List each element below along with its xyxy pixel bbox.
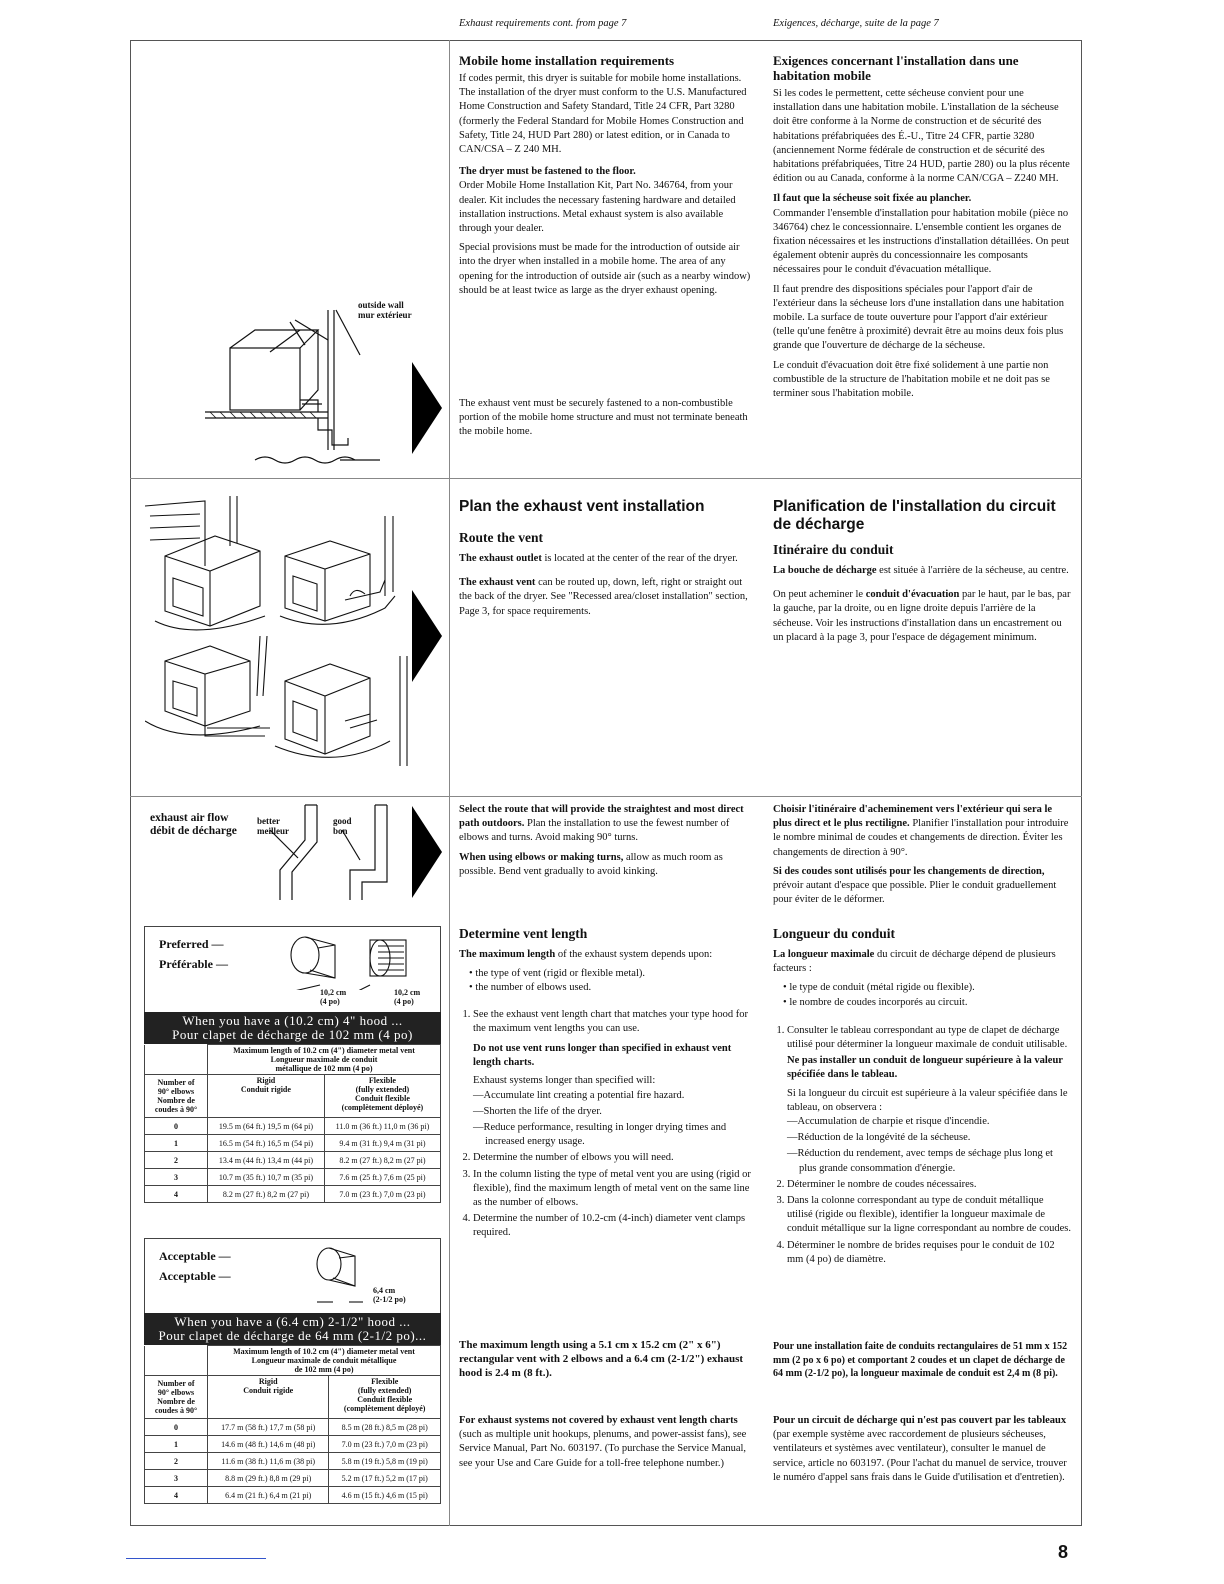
longer-intro: Exhaust systems longer than specified will: xyxy=(473,1075,656,1087)
route-select-fr xyxy=(773,803,1071,912)
rect-vent-fr-text: Pour une installation faite de conduits rectangulaires de 51 mm x 152 mm (2 po x 6 po) et comportant 2 coudes et un clapet de décharge de 64 mm (2-1/2 po), la longueur maximale de conduit est 2,4 m (8 pi). xyxy=(773,1341,1068,1379)
table2-col-elbows: Number of 90° elbows Nombre de coudes à 90° xyxy=(145,1376,208,1419)
table1-r0-n: 0 xyxy=(145,1118,208,1135)
table-row xyxy=(145,1470,441,1487)
mobile-en-p2: Order Mobile Home Installation Kit, Part No. 346764, from your dealer. Kit includes the necessary fastening hardware and detailed installation instructions. Metal exhaust system is also available through your dealer. xyxy=(459,180,736,235)
table-row xyxy=(145,1186,441,1203)
nombre-coudes-bullet: • le nombre de coudes incorporés au circuit. xyxy=(783,996,1071,1010)
table1-r1-rigid: 16.5 m (54 ft.) 16,5 m (54 pi) xyxy=(208,1135,325,1152)
exhaust-vent-text: can be routed up, down, left, right or straight out the back of the dryer. See "Recessed area/closet installation" section, Page 3, for space requirements. xyxy=(459,577,748,617)
other-systems-term: For exhaust systems not covered by exhaust vent length charts xyxy=(459,1415,738,1426)
mobile-en-title: Mobile home installation requirements xyxy=(459,53,675,68)
other-systems-text: (such as multiple unit hookups, plenums, and power-assist fans), see Service Manual, Part No. 603197. (To purchase the Service Manual, see your Use and Care Guide for a toll-free telephone number.) xyxy=(459,1429,747,1469)
table-row xyxy=(145,1152,441,1169)
header-right: Exigences, décharge, suite de la page 7 xyxy=(773,18,939,29)
table2-r4-n: 4 xyxy=(145,1487,208,1504)
mobile-en-p1: If codes permit, this dryer is suitable for mobile home installations. The installation of the dryer must conform to the U.S. Manufactured Home Construction and Safety Standard, Title 24 CFR, Part 3280 (formerly the Federal Standard for Mobile Homes Construction and Safety, Title 24, HUD Part 280) or latest edition, or in Canada to CAN/CSA – Z 240 MH. xyxy=(459,73,747,156)
straight-path-text: Plan the installation to use the fewest number of elbows and turns. Avoid making 90° turns. xyxy=(459,818,730,844)
etape-2: 2. Déterminer le nombre de coudes nécessaires. xyxy=(787,1178,1071,1192)
rect-vent-en-text: The maximum length using a 5.1 cm x 15.2 cm (2" x 6") rectangular vent with 2 elbows and a 6.4 cm (2-1/2") exhaust hood is 2.4 m (8 ft.). xyxy=(459,1339,744,1380)
coudes-text: prévoir autant d'espace que possible. Plier le conduit graduellement pour éviter de le déformer. xyxy=(773,880,1057,906)
table2-r0-flex: 8.5 m (28 ft.) 8,5 m (28 pi) xyxy=(329,1419,441,1436)
step-3: 3. In the column listing the type of metal vent you are using (rigid or flexible), find the maximum length of metal vent on the same line as the number of elbows. xyxy=(473,1168,757,1211)
exhaust-outlet-text: is located at the center of the rear of the dryer. xyxy=(541,553,738,564)
table1-r1-flex: 9.4 m (31 ft.) 9,4 m (31 pi) xyxy=(324,1135,440,1152)
table1-corner xyxy=(145,1045,208,1075)
longueur-text: du circuit de décharge dépend de plusieurs facteurs : xyxy=(773,949,1056,975)
etape-3: 3. Dans la colonne correspondant au type de conduit métallique utilisé (rigide ou flexible), identifier la longueur maximale de conduit métallique sur la ligne correspondant au nombre de coudes. xyxy=(787,1194,1071,1237)
type-conduit-bullet: • le type de conduit (métal rigide ou flexible). xyxy=(783,981,1071,995)
table2-r0-n: 0 xyxy=(145,1419,208,1436)
table1-col-rigid: Rigid Conduit rigide xyxy=(208,1075,325,1118)
elbow-count-bullet: • the number of elbows used. xyxy=(469,981,757,995)
plan-en-title: Plan the exhaust vent installation xyxy=(459,498,705,515)
straight-path-term: Select the route that will provide the straightest and most direct path outdoors. xyxy=(459,804,744,830)
conduit-text-a: On peut acheminer le xyxy=(773,589,866,601)
column-divider xyxy=(449,40,450,1526)
table1-col-elbows: Number of 90° elbows Nombre de coudes à 90° xyxy=(145,1075,208,1118)
table2-corner xyxy=(145,1346,208,1376)
page-number: 8 xyxy=(1058,1542,1069,1562)
table1-r4-rigid: 8.2 m (27 ft.) 8,2 m (27 pi) xyxy=(208,1186,325,1203)
mobile-fr-p1: Si les codes le permettent, cette sécheuse convient pour une installation dans une habitation mobile. L'installation de la sécheuse doit être conforme à la Norme de construction et de sécurité des habitations préfabriquées des É.-U., Titre 24 CFR, partie 3280 (anciennement Norme fédérale de construction et de sécurité des habitations préfabriquées, Titre 24 HUD, partie 280) ou la plus récente édition ou au Canada, conforme à la norme CAN/CGA – Z240 MH. xyxy=(773,88,1070,185)
vent-type-bullet: • the type of vent (rigid or flexible metal). xyxy=(469,967,757,981)
table1-r2-flex: 8.2 m (27 ft.) 8,2 m (27 pi) xyxy=(324,1152,440,1169)
length-en xyxy=(459,926,757,1245)
plan-fr-title: Planification de l'installation du circuit de décharge xyxy=(773,498,1056,533)
table1-r0-rigid: 19.5 m (64 ft.) 19,5 m (64 pi) xyxy=(208,1118,325,1135)
mobile-en-p4: The exhaust vent must be securely fastened to a non-combustible portion of the mobile home structure and must not terminate beneath the mobile home. xyxy=(459,398,748,438)
etape-1: Consulter le tableau correspondant au type de clapet de décharge utilisé pour déterminer la longueur maximale de conduit utilisable. xyxy=(787,1024,1068,1051)
bouche-text: est située à l'arrière de la sécheuse, au centre. xyxy=(876,565,1069,576)
step-1: See the exhaust vent length chart that matches your type hood for the maximum vent lengths you can use. xyxy=(473,1008,748,1034)
longueur-term: La longueur maximale xyxy=(773,949,875,960)
exhaust-vent-term: The exhaust vent xyxy=(459,577,536,589)
mobile-en-p3: Special provisions must be made for the introduction of outside air into the dryer when installed in a mobile home. The area of any opening for the introduction of outside air (such as a nearby window) should be at least twice as large as the dryer exhaust opening. xyxy=(459,242,751,296)
table1-r0-flex: 11.0 m (36 ft.) 11,0 m (36 pi) xyxy=(324,1118,440,1135)
table1-r1-n: 1 xyxy=(145,1135,208,1152)
air-flow-label: exhaust air flow débit de décharge xyxy=(150,812,237,837)
other-systems-en xyxy=(459,1414,757,1476)
table2-grid xyxy=(144,1345,441,1504)
table1-r4-flex: 7.0 m (23 ft.) 7,0 m (23 pi) xyxy=(324,1186,440,1203)
avertissement-text: Ne pas installer un conduit de longueur supérieure à la valeur spécifiée dans le tableau. xyxy=(787,1055,1063,1081)
table1-r3-flex: 7.6 m (25 ft.) 7,6 m (25 pi) xyxy=(324,1169,440,1186)
mobile-en xyxy=(459,53,757,303)
table1-col-flexible: Flexible (fully extended) Conduit flexible (complètement déployé) xyxy=(324,1075,440,1118)
table1-r3-n: 3 xyxy=(145,1169,208,1186)
table2-r1-flex: 7.0 m (23 ft.) 7,0 m (23 pi) xyxy=(329,1436,441,1453)
length-fr-title: Longueur du conduit xyxy=(773,926,896,941)
header-left: Exhaust requirements cont. from page 7 xyxy=(459,18,627,29)
table2-r1-rigid: 14.6 m (48 ft.) 14,6 m (48 pi) xyxy=(208,1436,329,1453)
mobile-fr xyxy=(773,53,1071,406)
autres-circuits-term: Pour un circuit de décharge qui n'est pas couvert par les tableaux xyxy=(773,1415,1067,1426)
hood-icons-4in xyxy=(280,930,430,990)
table-row xyxy=(145,1487,441,1504)
max-length-term: The maximum length xyxy=(459,949,556,960)
mobile-en-p4-block xyxy=(459,397,757,445)
table2-r2-flex: 5.8 m (19 ft.) 5,8 m (19 pi) xyxy=(329,1453,441,1470)
dim-label-1: 10,2 cm (4 po) xyxy=(320,988,347,1006)
table2-r3-flex: 5.2 m (17 ft.) 5,2 m (17 pi) xyxy=(329,1470,441,1487)
table1-r2-n: 2 xyxy=(145,1152,208,1169)
pointer-arrow-1 xyxy=(412,362,442,454)
bouche-term: La bouche de décharge xyxy=(773,565,877,576)
good-label: good bon xyxy=(333,816,352,836)
plus-long-intro: Si la longueur du circuit est supérieure à la valeur spécifiée dans le tableau, on observera : xyxy=(787,1087,1068,1113)
vent-table-2half-in xyxy=(144,1313,441,1504)
exhaust-outlet-term: The exhaust outlet xyxy=(459,553,542,564)
table2-r2-n: 2 xyxy=(145,1453,208,1470)
table2-r3-n: 3 xyxy=(145,1470,208,1487)
dim-label-2: 10,2 cm (4 po) xyxy=(394,988,421,1006)
itineraire-text: Planifier l'installation pour introduire le nombre minimal de coudes et changements de direction. Éviter les changements de direction à 90°. xyxy=(773,818,1069,858)
table-row xyxy=(145,1453,441,1470)
table2-r4-rigid: 6.4 m (21 ft.) 6,4 m (21 pi) xyxy=(208,1487,329,1504)
pointer-arrow-2 xyxy=(412,590,442,682)
table2-r0-rigid: 17.7 m (58 ft.) 17,7 m (58 pi) xyxy=(208,1419,329,1436)
table-row xyxy=(145,1135,441,1152)
dash-charpie: — Accumulation de charpie et risque d'incendie. xyxy=(799,1115,1071,1129)
footer-link-line xyxy=(126,1558,266,1559)
table2-r3-rigid: 8.8 m (29 ft.) 8,8 m (29 pi) xyxy=(208,1470,329,1487)
mobile-fr-p3: Il faut prendre des dispositions spéciales pour l'apport d'air de l'extérieur dans la sécheuse lors d'une installation dans une habitation mobile. La surface de toute ouverture pour l'apport d'air extérieur (telle qu'une fenêtre à proximité) devrait être au moins deux fois plus grande que l'ouverture de décharge de la sécheuse. xyxy=(773,283,1064,352)
max-length-text: of the exhaust system depends upon: xyxy=(555,949,713,960)
mobile-en-bold: The dryer must be fastened to the floor. xyxy=(459,166,636,178)
conduit-term: conduit d'évacuation xyxy=(865,589,960,601)
outside-wall-label: outside wall mur extérieur xyxy=(358,300,412,320)
table-row xyxy=(145,1419,441,1436)
route-en-title: Route the vent xyxy=(459,530,543,545)
mobile-home-illustration xyxy=(200,300,420,470)
itineraire-term: Choisir l'itinéraire d'acheminement vers l'extérieur qui sera le plus direct et le plus rectiligne. xyxy=(773,804,1053,830)
other-systems-fr xyxy=(773,1414,1071,1490)
section-divider-1 xyxy=(130,478,1082,479)
warning-text: Do not use vent runs longer than specified in exhaust vent length charts. xyxy=(473,1043,732,1069)
length-fr xyxy=(773,926,1071,1271)
elbows-term: When using elbows or making turns, xyxy=(459,851,624,863)
step-4: 4. Determine the number of 10.2-cm (4-inch) diameter vent clamps required. xyxy=(473,1212,757,1240)
dash-rendement: — Réduction du rendement, avec temps de séchage plus long et plus grande consommation d'énergie. xyxy=(799,1147,1071,1175)
elbows-text: allow as much room as possible. Bend vent gradually to avoid kinking. xyxy=(459,851,723,877)
table-row xyxy=(145,1118,441,1135)
route-select-en xyxy=(459,803,757,884)
route-fr-title: Itinéraire du conduit xyxy=(773,542,894,557)
table2-r1-n: 1 xyxy=(145,1436,208,1453)
plan-fr xyxy=(773,498,1071,650)
table1-r4-n: 4 xyxy=(145,1186,208,1203)
dash-life: — Shorten the life of the dryer. xyxy=(485,1105,757,1119)
preferred-label: Preferred — Préférable — xyxy=(159,937,228,971)
table2-col-rigid: Rigid Conduit rigide xyxy=(208,1376,329,1419)
table1-r2-rigid: 13.4 m (44 ft.) 13,4 m (44 pi) xyxy=(208,1152,325,1169)
mobile-fr-title: Exigences concernant l'installation dans une habitation mobile xyxy=(773,53,1019,83)
table2-max-header: Maximum length of 10.2 cm (4") diameter metal vent Longueur maximale de conduit métallique de 102 mm (4 po) xyxy=(208,1346,441,1376)
vent-table-4in xyxy=(144,1012,441,1203)
dash-performance: — Reduce performance, resulting in longer drying times and increased energy usage. xyxy=(485,1121,757,1149)
table-row xyxy=(145,1169,441,1186)
plan-en xyxy=(459,498,757,624)
rect-vent-en xyxy=(459,1338,757,1386)
table1-grid xyxy=(144,1044,441,1203)
table2-r4-flex: 4.6 m (15 ft.) 4,6 m (15 pi) xyxy=(329,1487,441,1504)
mobile-fr-p2: Commander l'ensemble d'installation pour habitation mobile (pièce no 346764) chez le concessionnaire. L'ensemble contient les organes de fixation nécessaires et les instructions d'installation détaillées. On peut également obtenir auprès du concessionnaire les composants nécessaires pour le conduit d'évacuation métallique. xyxy=(773,207,1070,276)
mobile-fr-p4: Le conduit d'évacuation doit être fixé solidement à une partie non combustible de la structure de l'habitation mobile et ne doit pas se terminer sous l'habitation mobile. xyxy=(773,359,1050,400)
table2-r2-rigid: 11.6 m (38 ft.) 11,6 m (38 pi) xyxy=(208,1453,329,1470)
elbow-comparison-illustration xyxy=(260,800,410,910)
autres-circuits-text: (par exemple système avec raccordement de plusieurs sécheuses, ventilateurs et systèmes avec ventilateur), consulter le manuel de service, article no 603197. (Pour l'achat du manuel de service, trouver le numéro d'appel sans frais dans le Guide d'utilisation et d'entretien). xyxy=(773,1429,1067,1483)
conduit-text-b: par le haut, par le bas, par la gauche, par la droite, ou en ligne droite depuis l'arrière de la sécheuse. Voir les instructions d'installation dans un encastrement ou un placard à la page 3, pour l'espace de dégagement minimum. xyxy=(773,589,1071,643)
better-label: better meilleur xyxy=(257,816,289,836)
dim-label-3: 6,4 cm (2-1/2 po) xyxy=(373,1286,406,1304)
coudes-term: Si des coudes sont utilisés pour les changements de direction, xyxy=(773,865,1045,877)
table1-r3-rigid: 10.7 m (35 ft.) 10,7 m (35 pi) xyxy=(208,1169,325,1186)
rect-vent-fr xyxy=(773,1340,1071,1386)
step-2: 2. Determine the number of elbows you will need. xyxy=(473,1151,757,1165)
dash-longevite: — Réduction de la longévité de la sécheuse. xyxy=(799,1131,1071,1145)
etape-4: 4. Déterminer le nombre de brides requises pour le conduit de 102 mm (4 po) de diamètre. xyxy=(787,1239,1071,1267)
acceptable-label: Acceptable — Acceptable — xyxy=(159,1249,231,1283)
length-en-title: Determine vent length xyxy=(459,926,588,941)
vent-routing-illustration xyxy=(145,496,425,776)
table2-bar: When you have a (6.4 cm) 2-1/2" hood ... Pour clapet de décharge de 64 mm (2-1/2 po)... xyxy=(144,1313,441,1345)
section-divider-2 xyxy=(130,796,1082,797)
dash-lint: — Accumulate lint creating a potential fire hazard. xyxy=(485,1089,757,1103)
table1-max-header: Maximum length of 10.2 cm (4") diameter metal vent Longueur maximale de conduit métallique de 102 mm (4 po) xyxy=(208,1045,441,1075)
pointer-arrow-3 xyxy=(412,806,442,898)
table-row xyxy=(145,1436,441,1453)
hood-icon-2half-in xyxy=(305,1242,375,1308)
table1-bar: When you have a (10.2 cm) 4" hood ... Pour clapet de décharge de 102 mm (4 po) xyxy=(144,1012,441,1044)
mobile-fr-bold: Il faut que la sécheuse soit fixée au plancher. xyxy=(773,193,972,205)
table2-col-flexible: Flexible (fully extended) Conduit flexible (complètement déployé) xyxy=(329,1376,441,1419)
